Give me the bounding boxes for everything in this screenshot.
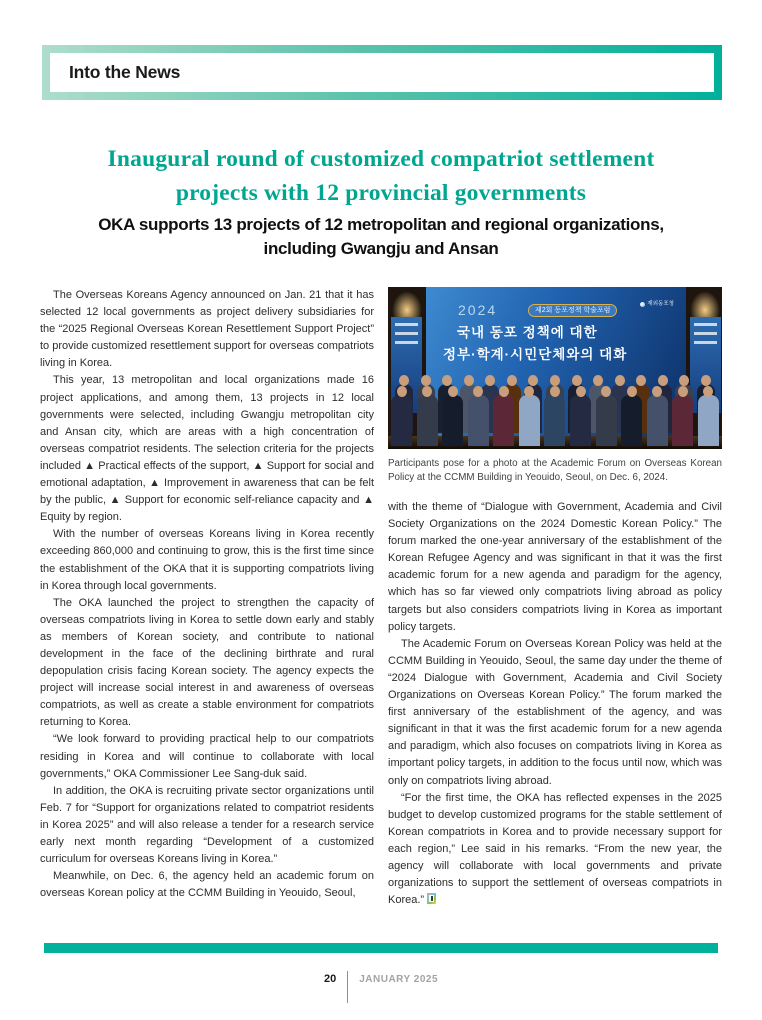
person [671,386,694,446]
paragraph: The Overseas Koreans Agency announced on Jan. 21 that it has selected 12 local governments as project delivery subsidiaries for the “2025 Regional Overseas Korean Resettlement Support Project” to provide customized resettlement support for overseas compatriots living in Korea. [40,289,374,370]
article-subtitle-line2: including Gwangju and Ansan [263,239,499,258]
person [492,386,515,446]
paragraph: with the theme of “Dialogue with Government, Academia and Civil Society Organizations on the 2024 Domestic Korean Policy.” The forum marked the one-year anniversary of the establishment of the Korean Refugee Agency and was significant in that it was the first academic forum for a new agenda and paradigm for the agency, which has so far viewed only compatriots living abroad as policy targets but also considers compatriots living in Korea as important policy targets. [388,501,722,633]
person [390,386,413,446]
paragraph: In addition, the OKA is recruiting private sector organizations until Feb. 7 for “Support for organizations related to compatriot residents in Korea 2025” and will also release a tender for a research service early next month regarding “Development of a customized curriculum for overseas Koreans living in Korea.” [40,784,374,866]
paragraph [388,790,722,910]
section-header-box [42,45,722,100]
article-title [0,142,762,210]
section-label: Into the News [69,62,181,82]
backdrop-title-line1: 국내 동포 정책에 대한 [457,325,598,340]
photo-caption: Participants pose for a photo at the Academic Forum on Overseas Korean Policy at the CCMM Building in Yeouido, Seoul, on Dec. 6, 2024. [388,458,722,483]
page-footer [0,971,762,1003]
paragraph-text: “For the first time, the OKA has reflected expenses in the 2025 budget to develop customized programs for the stable settlement of Korean compatriots in Korea and to provide necessary support for each region,” Lee said in his remarks. “From the new year, the agency will collaborate with local governments and private organizations to support the settlement of overseas compatriots in Korea.” [388,791,722,907]
section-header-inner [50,53,714,92]
person [646,386,669,446]
paragraph: Meanwhile, on Dec. 6, the agency held an academic forum on overseas Korean policy at the CCMM Building in Yeouido, Seoul, [40,870,374,900]
paragraph: The Academic Forum on Overseas Korean Policy was held at the CCMM Building in Yeouido, Seoul, the same day under the theme of “2024 Dialogue with Government, Academia and Civil Society Organizations on Overseas Korean Policy.” The forum marked the first anniversary of the establishment of the agency, and was significant in that it was the first academic forum for a new agenda and paradigm, which also focuses on compatriots living in Korea as important policy targets, in addition to the focus until now, which was only on compatriots living abroad. [388,637,722,787]
person [441,386,464,446]
person [569,386,592,446]
person [543,386,566,446]
person [467,386,490,446]
left-column [40,287,374,909]
paragraph: With the number of overseas Koreans living in Korea recently exceeding 860,000 and continuing to grow, this is the first time since the establishment of the OKA that it is supporting compatriots living in Korea through local governments. [40,528,374,592]
paragraph: This year, 13 metropolitan and local organizations made 16 project applications, and among them, 13 projects in 12 local governments were selected, including Gwangju metropolitan city and Ansan city, which are areas with a high concentration of overseas compatriot residents. The selection criteria for the projects included ▲ Practical effects of the support, ▲ Support for social and emotional adaptation, ▲ Improvement in awareness that can be felt by the public, ▲ Support for economic self-reliance capacity and ▲ Equity by region. [40,374,374,524]
page-number: 20 [323,973,337,985]
backdrop-badge: 제2회 동포정책 학술포럼 [528,304,617,317]
article-title-line1: Inaugural round of customized compatriot settlement [107,146,655,172]
paragraph: The OKA launched the project to strengthen the capacity of overseas compatriots living in Korea to settle down early and stably as members of Korean society, and contribute to national development in the face of the declining birthrate and rural depopulation crisis facing Korean society. The agency expects the project will increase social interest in and awareness of overseas compatriots, as well as create a stable environment for compatriots returning to Korea. [40,596,374,729]
people-front-row [390,386,720,446]
article-body [40,287,722,909]
person [518,386,541,446]
person [595,386,618,446]
article-subtitle [0,213,762,261]
backdrop-year: 2024 [458,302,498,318]
right-column-text [388,499,722,909]
footer-divider [347,971,348,1003]
agency-logo: 재외동포청 [640,296,674,313]
person [416,386,439,446]
person [620,386,643,446]
article-subtitle-line1: OKA supports 13 projects of 12 metropolitan and regional organizations, [98,215,664,234]
issue-date: JANUARY 2025 [359,974,439,985]
right-column [388,287,722,909]
article-title-line2: projects with 12 provincial governments [175,180,587,206]
article-end-icon [427,893,436,904]
person [697,386,720,446]
paragraph: “We look forward to providing practical help to our compatriots residing in Korea and will continue to collaborate with local governments,” OKA Commissioner Lee Sang-duk said. [40,733,374,780]
backdrop-title-line2: 정부·학계·시민단체와의 대화 [443,347,628,362]
bottom-rule [44,943,718,953]
forum-group-photo [388,287,722,449]
